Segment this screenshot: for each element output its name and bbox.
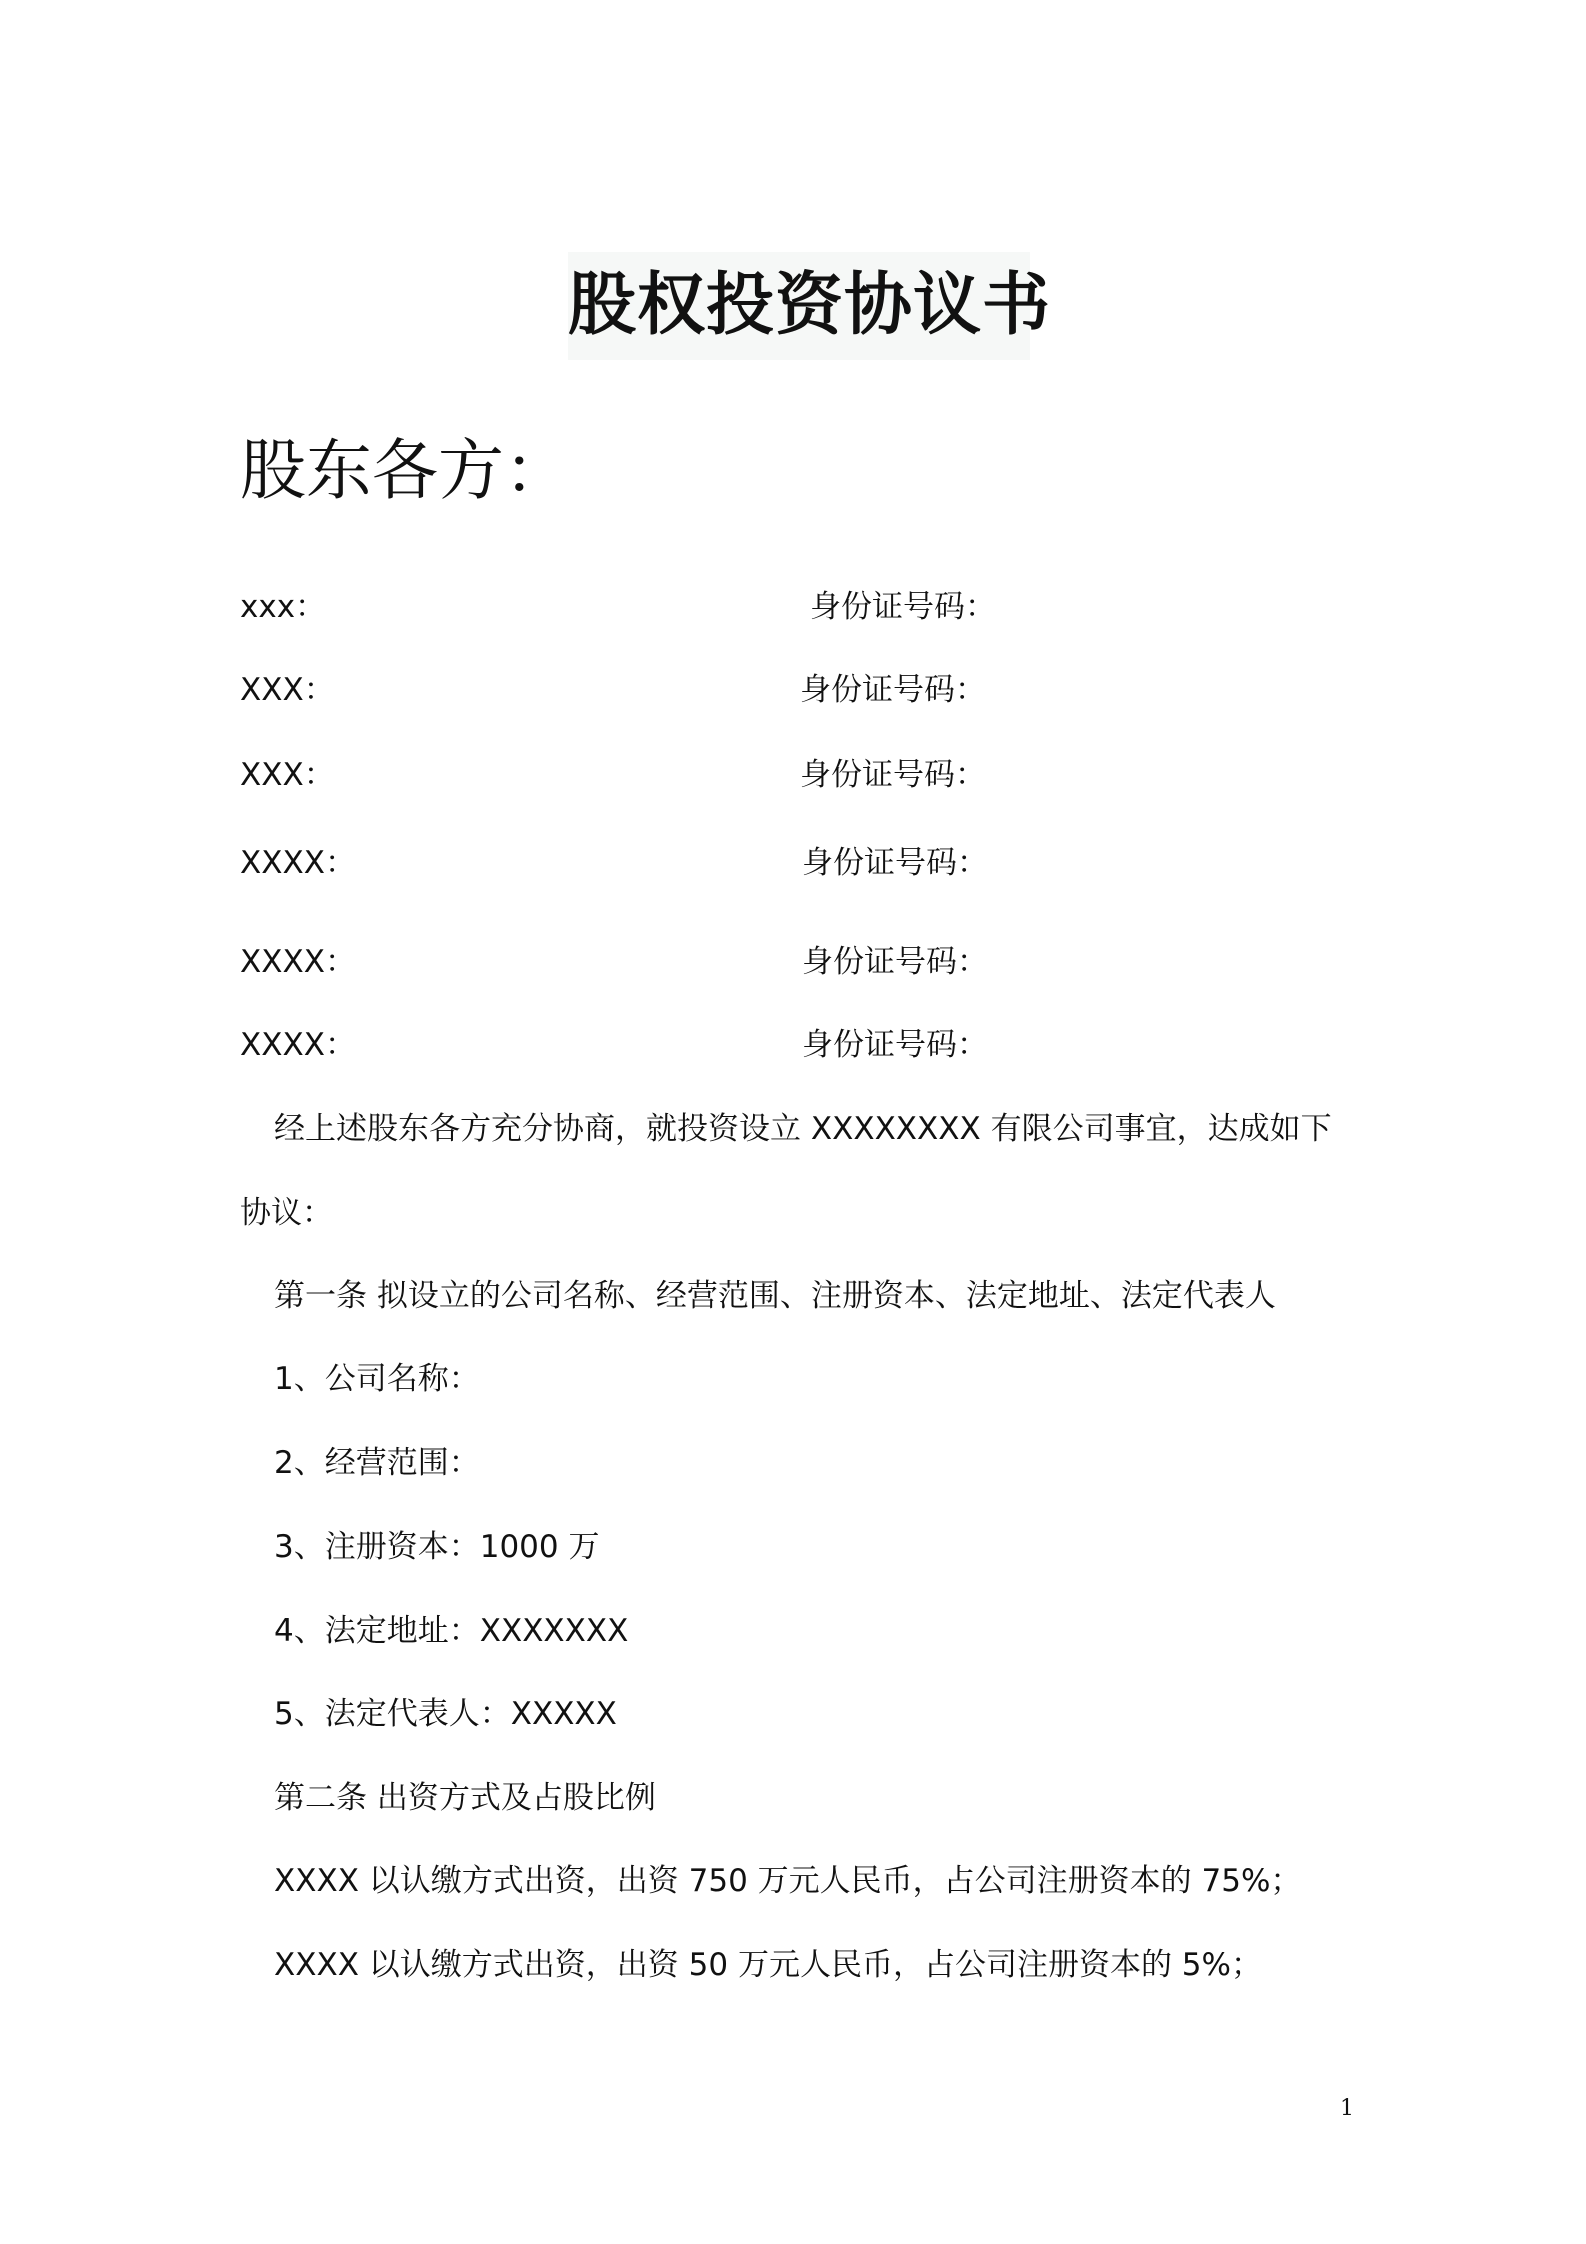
document-title: 股权投资协议书 [568,252,1030,360]
article-2-heading: 第二条 出资方式及占股比例 [274,1780,656,1816]
article-1-item: 5、法定代表人：XXXXX [274,1696,617,1732]
shareholder-name-label: XXXX： [240,944,356,980]
article-1-item: 3、注册资本：1000 万 [274,1529,600,1565]
shareholder-id-label: 身份证号码： [802,944,988,980]
page-number: 1 [1340,2096,1354,2121]
shareholder-name-label: XXXX： [240,845,356,881]
shareholder-id-label: 身份证号码： [800,757,986,793]
shareholder-id-label: 身份证号码： [800,672,986,708]
shareholder-id-label: 身份证号码： [802,845,988,881]
shareholder-name-label: xxx： [240,589,327,625]
article-1-item: 4、法定地址：XXXXXXX [274,1613,629,1649]
article-2-item: XXXX 以认缴方式出资，出资 50 万元人民币，占公司注册资本的 5%； [274,1947,1262,1983]
shareholder-id-label: 身份证号码： [802,1027,988,1063]
shareholder-id-label: 身份证号码： [810,589,996,625]
article-1-item: 1、公司名称： [274,1361,480,1397]
parties-heading: 股东各方： [240,432,570,509]
article-2-item: XXXX 以认缴方式出资，出资 750 万元人民币，占公司注册资本的 75%； [274,1863,1302,1899]
shareholder-name-label: XXX： [240,672,335,708]
shareholder-name-label: XXX： [240,757,335,793]
article-1-item: 2、经营范围： [274,1445,480,1481]
intro-line-2: 协议： [240,1195,333,1231]
intro-line-1: 经上述股东各方充分协商，就投资设立 XXXXXXXX 有限公司事宜，达成如下 [274,1111,1332,1147]
shareholder-name-label: XXXX： [240,1027,356,1063]
article-1-heading: 第一条 拟设立的公司名称、经营范围、注册资本、法定地址、法定代表人 [274,1278,1276,1314]
